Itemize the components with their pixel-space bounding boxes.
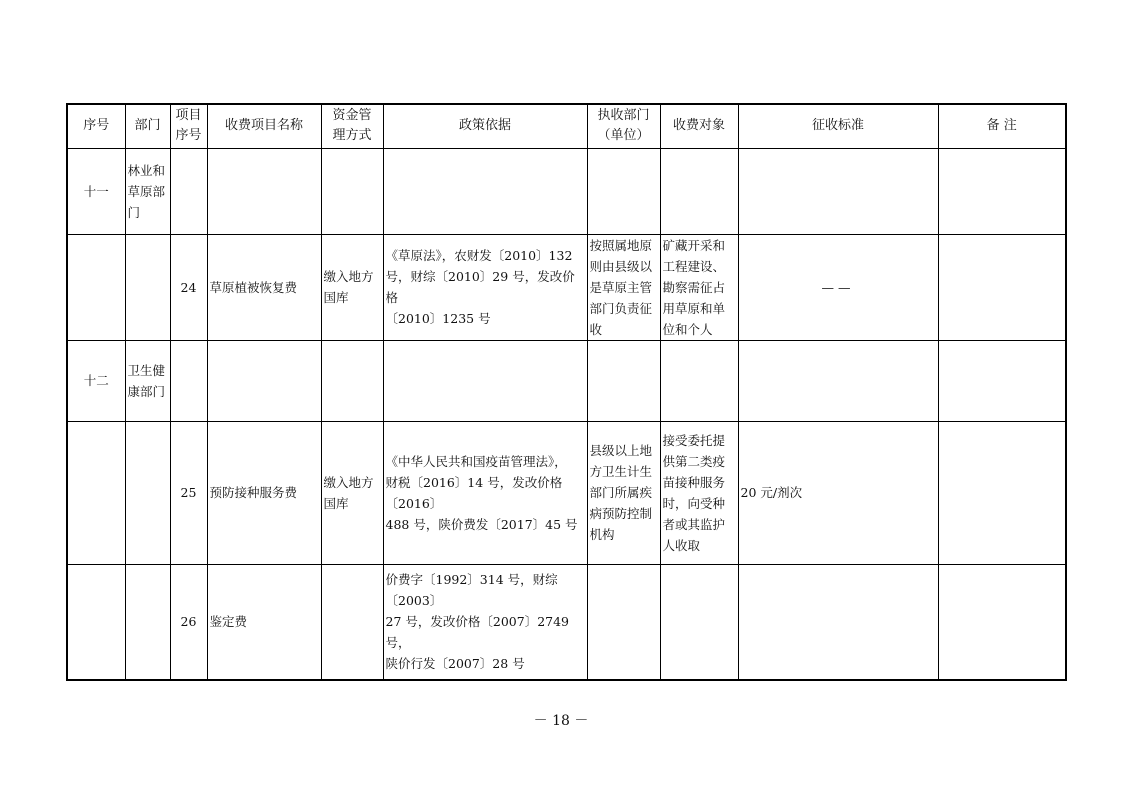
cell-seq: 十二 — [67, 340, 125, 421]
header-agency: 执收部门 （单位） — [587, 104, 660, 148]
header-fund: 资金管 理方式 — [321, 104, 383, 148]
cell-remark — [938, 148, 1066, 234]
cell-dept: 林业和 草原部 门 — [125, 148, 170, 234]
cell-seq: 十一 — [67, 148, 125, 234]
cell-item-seq: 25 — [170, 421, 207, 564]
cell-standard: —— — [738, 234, 938, 340]
cell-name: 预防接种服务费 — [207, 421, 321, 564]
cell-item-seq: 26 — [170, 564, 207, 680]
header-standard: 征收标准 — [738, 104, 938, 148]
cell-item-seq: 24 — [170, 234, 207, 340]
cell-standard: 20 元/剂次 — [738, 421, 938, 564]
cell-policy: 价费字〔1992〕314 号，财综〔2003〕 27 号，发改价格〔2007〕2749 号， 陕价行发〔2007〕28 号 — [383, 564, 587, 680]
cell-name — [207, 340, 321, 421]
page-number: － 18 － — [533, 713, 589, 729]
header-payer: 收费对象 — [660, 104, 738, 148]
cell-policy — [383, 340, 587, 421]
cell-name: 草原植被恢复费 — [207, 234, 321, 340]
table-row — [67, 234, 1066, 340]
cell-remark — [938, 340, 1066, 421]
cell-agency: 县级以上地 方卫生计生 部门所属疾 病预防控制 机构 — [587, 421, 660, 564]
cell-name — [207, 148, 321, 234]
header-name: 收费项目名称 — [207, 104, 321, 148]
cell-dept — [125, 421, 170, 564]
header-item-seq: 项目 序号 — [170, 104, 207, 148]
cell-standard — [738, 340, 938, 421]
header-seq: 序号 — [67, 104, 125, 148]
cell-name: 鉴定费 — [207, 564, 321, 680]
cell-policy — [383, 148, 587, 234]
cell-fund — [321, 340, 383, 421]
cell-dept — [125, 564, 170, 680]
cell-agency — [587, 148, 660, 234]
cell-remark — [938, 421, 1066, 564]
header-policy: 政策依据 — [383, 104, 587, 148]
cell-payer — [660, 564, 738, 680]
header-dept: 部门 — [125, 104, 170, 148]
cell-standard — [738, 148, 938, 234]
fee-table — [66, 103, 1067, 681]
cell-seq — [67, 564, 125, 680]
cell-payer: 接受委托提 供第二类疫 苗接种服务 时，向受种 者或其监护 人收取 — [660, 421, 738, 564]
header-remark: 备 注 — [938, 104, 1066, 148]
header-row — [67, 104, 1066, 148]
cell-agency — [587, 564, 660, 680]
table-row — [67, 421, 1066, 564]
cell-payer — [660, 148, 738, 234]
cell-fund: 缴入地方 国库 — [321, 421, 383, 564]
cell-dept — [125, 234, 170, 340]
table-row — [67, 340, 1066, 421]
cell-fund — [321, 564, 383, 680]
cell-remark — [938, 234, 1066, 340]
cell-fund — [321, 148, 383, 234]
cell-agency: 按照属地原 则由县级以 是草原主管 部门负责征 收 — [587, 234, 660, 340]
cell-agency — [587, 340, 660, 421]
cell-seq — [67, 421, 125, 564]
cell-seq — [67, 234, 125, 340]
table-row — [67, 564, 1066, 680]
cell-policy: 《中华人民共和国疫苗管理法》， 财税〔2016〕14 号，发改价格〔2016〕 488 号，陕价费发〔2017〕45 号 — [383, 421, 587, 564]
cell-dept: 卫生健 康部门 — [125, 340, 170, 421]
cell-item-seq — [170, 340, 207, 421]
table-row — [67, 148, 1066, 234]
cell-policy: 《草原法》，农财发〔2010〕132 号，财综〔2010〕29 号，发改价格 〔2010〕1235 号 — [383, 234, 587, 340]
cell-fund: 缴入地方 国库 — [321, 234, 383, 340]
cell-item-seq — [170, 148, 207, 234]
cell-payer — [660, 340, 738, 421]
cell-remark — [938, 564, 1066, 680]
cell-payer: 矿藏开采和 工程建设、 勘察需征占 用草原和单 位和个人 — [660, 234, 738, 340]
cell-standard — [738, 564, 938, 680]
